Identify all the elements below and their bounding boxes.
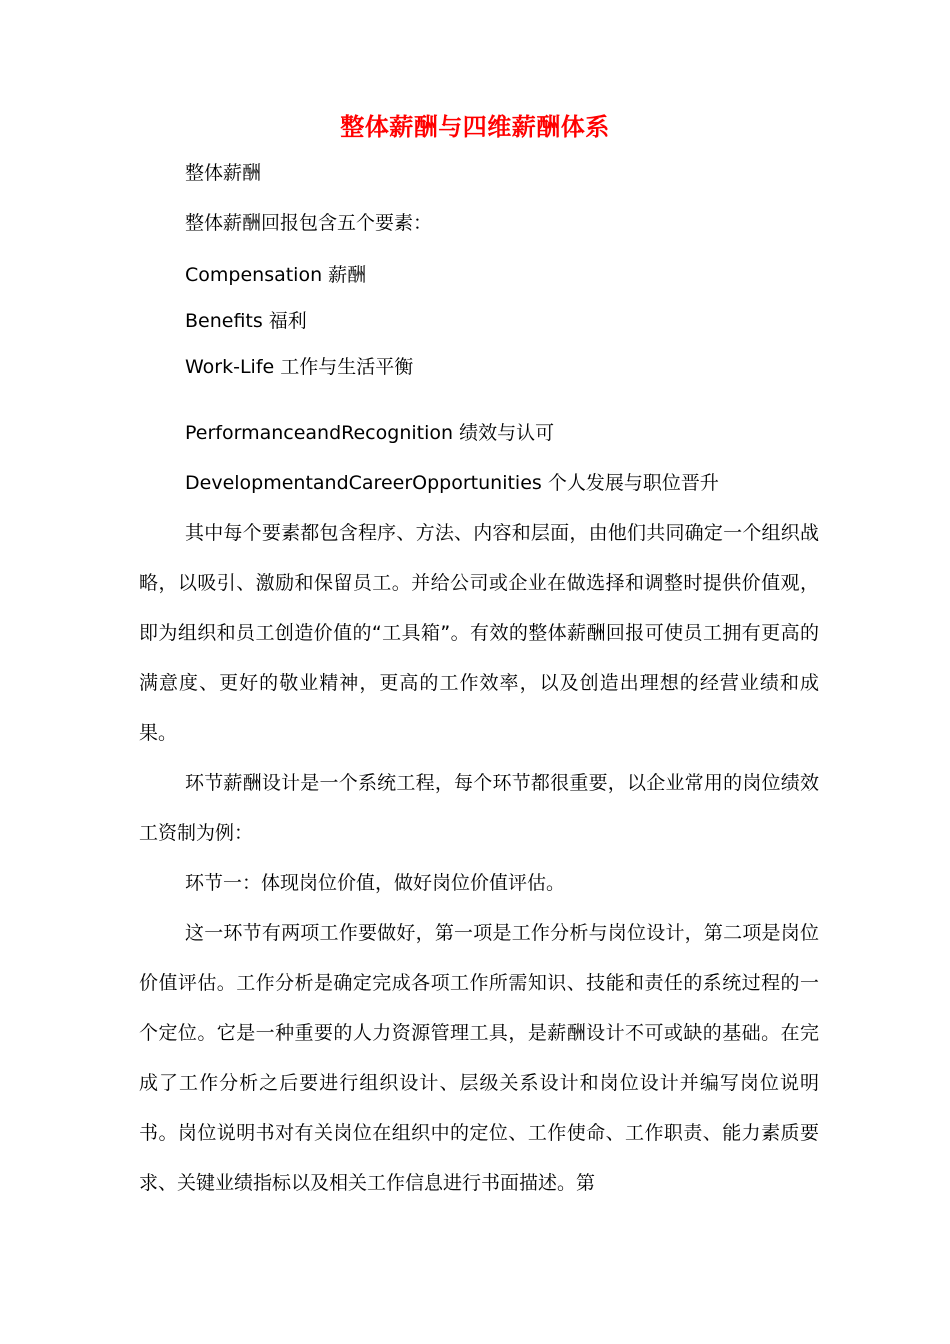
intro-line: 整体薪酬回报包含五个要素：	[185, 212, 433, 234]
element-item: DevelopmentandCareerOpportunities 个人发展与职位晋升	[185, 472, 719, 494]
element-item: Work-Life 工作与生活平衡	[185, 356, 414, 378]
body-paragraph: 环节一：体现岗位价值，做好岗位价值评估。	[185, 872, 566, 894]
document-title: 整体薪酬与四维薪酬体系	[340, 113, 610, 141]
section-heading: 整体薪酬	[185, 162, 262, 184]
body-paragraph: 环节薪酬设计是一个系统工程，每个环节都很重要，以企业常用的岗位绩效工资制为例：	[139, 772, 819, 844]
body-paragraph: 这一环节有两项工作要做好，第一项是工作分析与岗位设计，第二项是岗位价值评估。工作分析是确定完成各项工作所需知识、技能和责任的系统过程的一个定位。它是一种重要的人力资源管理工具，是薪酬设计不可或缺的基础。在完成了工作分析之后要进行组织设计、层级关系设计和岗位设计并编写岗位说明书。岗位说明书对有关岗位在组织中的定位、工作使命、工作职责、能力素质要求、关键业绩指标以及相关工作信息进行书面描述。第	[139, 922, 819, 1194]
body-paragraph: 其中每个要素都包含程序、方法、内容和层面，由他们共同确定一个组织战略，以吸引、激励和保留员工。并给公司或企业在做选择和调整时提供价值观，即为组织和员工创造价值的“工具箱”。有效的整体薪酬回报可使员工拥有更高的满意度、更好的敬业精神，更高的工作效率，以及创造出理想的经营业绩和成果。	[139, 522, 819, 744]
element-item: Compensation 薪酬	[185, 264, 367, 286]
element-item: PerformanceandRecognition 绩效与认可	[185, 422, 555, 444]
element-item: Benefits 福利	[185, 310, 307, 332]
